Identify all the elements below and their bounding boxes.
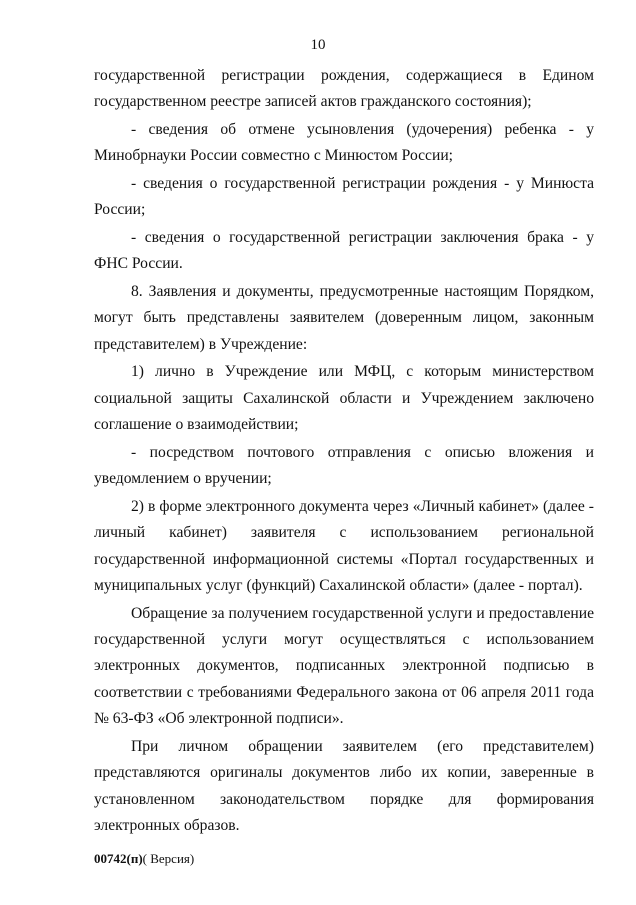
paragraph-6: 1) лично в Учреждение или МФЦ, с которым министерством социальной защиты Сахалинской области и Учреждением заключено соглашение о взаимодействии; xyxy=(94,363,594,434)
paragraph-2: - сведения об отмене усыновления (удочерения) ребенка - у Минобрнауки России совместно с Минюстом России; xyxy=(94,121,594,165)
paragraph-10: При личном обращении заявителем (его представителем) представляются оригиналы документов либо их копии, заверенные в установленном законодательством порядке для формирования электронных образов. xyxy=(94,737,594,835)
document-body xyxy=(94,63,594,839)
paragraph-7: - посредством почтового отправления с описью вложения и уведомлением о вручении; xyxy=(94,443,594,488)
paragraph-1: государственной регистрации рождения, содержащиеся в Едином государственном реестре записей актов гражданского состояния); xyxy=(94,67,594,111)
document-version: ( Версия) xyxy=(142,851,195,866)
page-number: 10 xyxy=(310,37,326,53)
paragraph-8: 2) в форме электронного документа через «Личный кабинет» (далее - личный кабинет) заявителя с использованием региональной государственной информационной системы «Портал государственных и муниципальных услуг (функций) Сахалинской области» (далее - портал). xyxy=(94,497,594,595)
paragraph-3: - сведения о государственной регистрации рождения - у Минюста России; xyxy=(94,175,594,219)
paragraph-4: - сведения о государственной регистрации заключения брака - у ФНС России. xyxy=(94,229,594,273)
document-code: 00742(п) xyxy=(94,851,143,866)
paragraph-9: Обращение за получением государственной услуги и предоставление государственной услуги могут осуществляться с использованием электронных документов, подписанных электронной подписью в соответствии с требованиями Федерального закона от 06 апреля 2011 года № 63-ФЗ «Об электронной подписи». xyxy=(94,604,594,728)
document-footer xyxy=(94,851,194,867)
paragraph-5: 8. Заявления и документы, предусмотренные настоящим Порядком, могут быть представлены заявителем (доверенным лицом, законным представителем) в Учреждение: xyxy=(94,283,594,353)
